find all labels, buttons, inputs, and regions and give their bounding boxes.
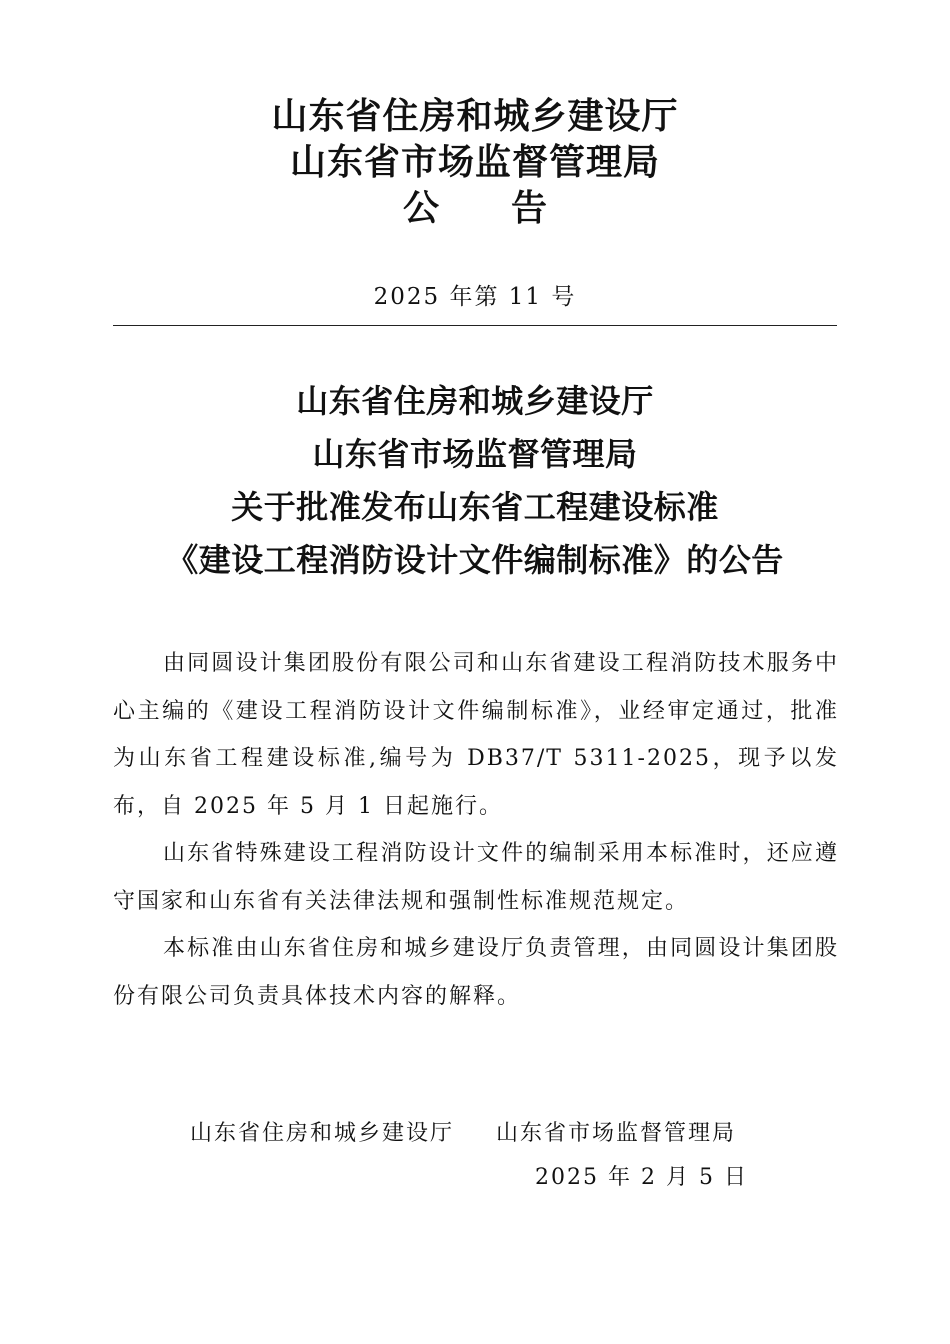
- announcement-body: [113, 640, 839, 1020]
- header-issuer-housing: 山东省住房和城乡建设厅: [271, 96, 679, 137]
- header-issuer-market: 山东省市场监督管理局: [289, 142, 660, 183]
- header-notice-label: 公告: [402, 188, 619, 229]
- signature-organizations: [190, 1118, 736, 1150]
- body-paragraph: 山东省特殊建设工程消防设计文件的编制采用本标准时，还应遵守国家和山东省有关法律法规和强制性标准规范规定。: [113, 841, 839, 914]
- body-paragraph: 由同圆设计集团股份有限公司和山东省建设工程消防技术服务中心主编的《建设工程消防设计文件编制标准》，业经审定通过，批准为山东省工程建设标准,编号为 DB37/T 5311-2025，现予以发布，自 2025 年 5 月 1 日起施行。: [113, 651, 839, 819]
- signature-date: 2025 年 2 月 5 日: [535, 1165, 748, 1190]
- document-number: 2025 年第 11 号: [373, 284, 577, 310]
- title-line: 《建设工程消防设计文件编制标准》的公告: [166, 541, 784, 579]
- title-line: 山东省市场监督管理局: [312, 435, 638, 473]
- signature-org-market: 山东省市场监督管理局: [496, 1121, 737, 1146]
- body-paragraph: 本标准由山东省住房和城乡建设厅负责管理，由同圆设计集团股份有限公司负责具体技术内容的解释。: [113, 936, 839, 1009]
- title-line: 关于批准发布山东省工程建设标准: [231, 488, 719, 526]
- announcement-title: [0, 375, 950, 587]
- header-divider: [113, 325, 837, 326]
- title-line: 山东省住房和城乡建设厅: [296, 382, 654, 420]
- signature-org-housing: 山东省住房和城乡建设厅: [190, 1121, 455, 1146]
- document-header: [0, 94, 950, 232]
